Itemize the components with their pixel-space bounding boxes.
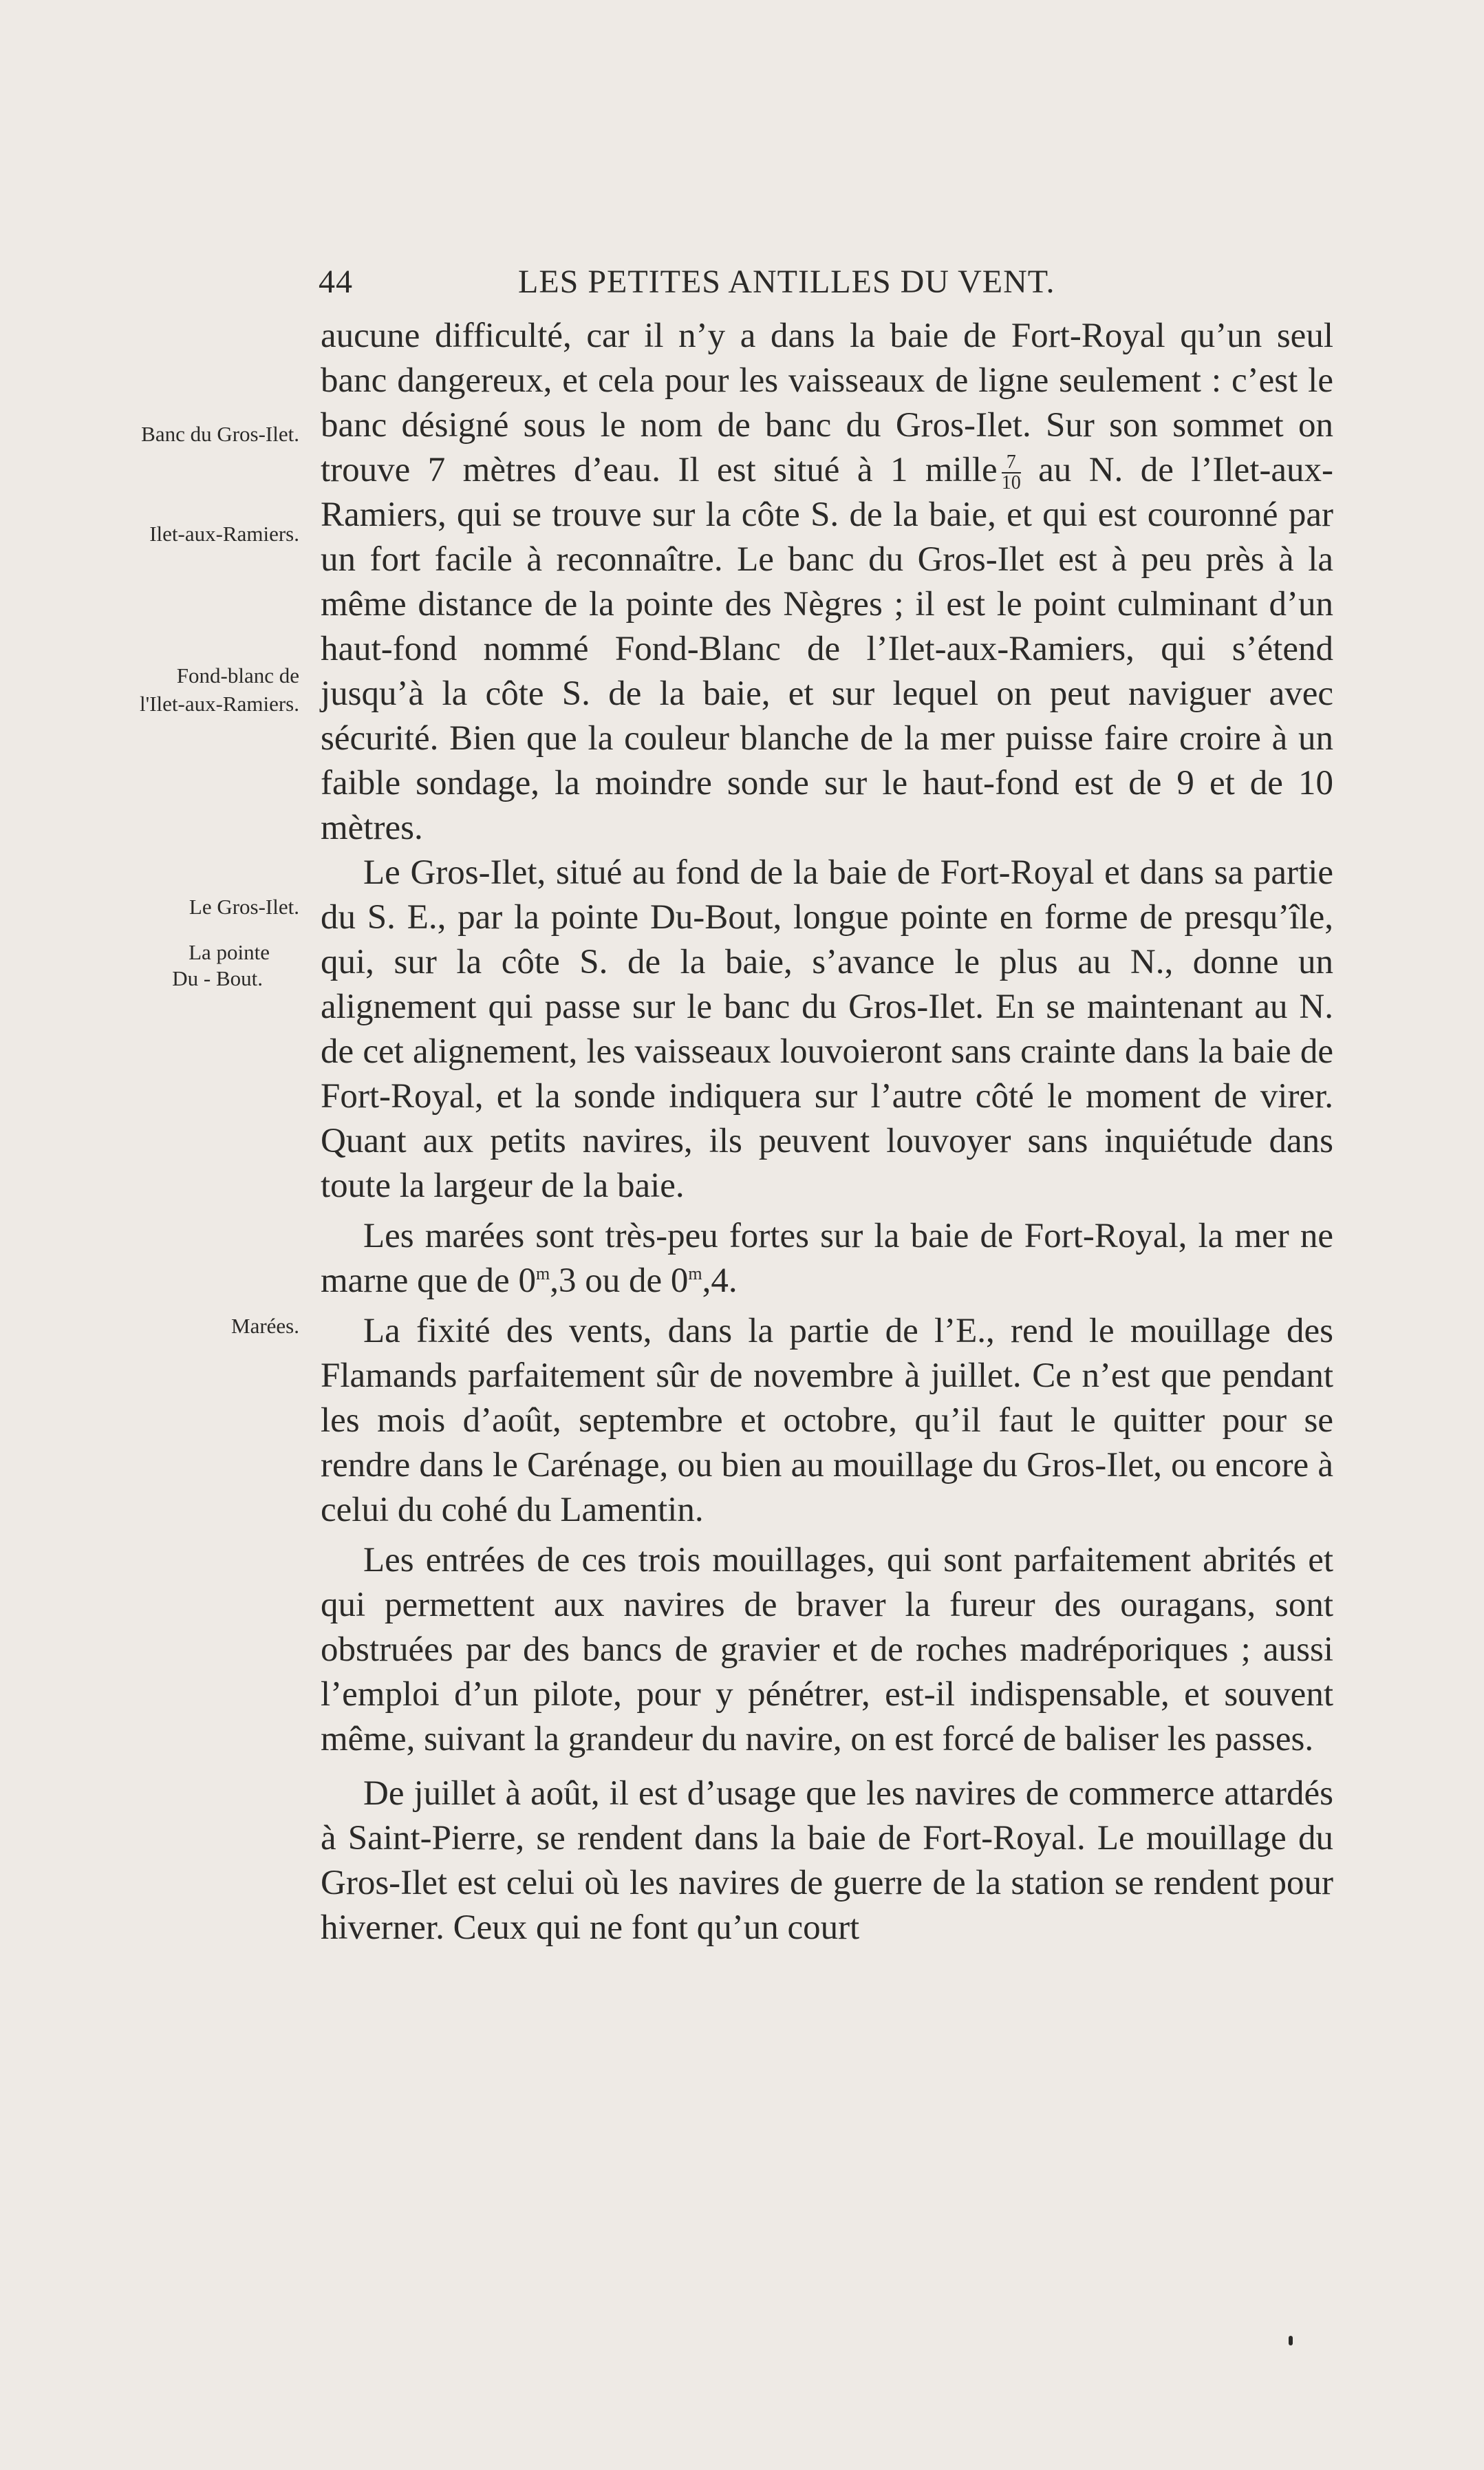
fraction: $\frac{7}{10}$ (1001, 451, 1021, 494)
paragraph-juillet: De juillet à août, il est d’usage que les navires de commerce attardés à Saint-Pierre, se rendent dans la baie de Fort-Royal. Le mouillage du Gros-Ilet est celui où les navires de guerre de la station se rendent pour hiverner. Ceux qui ne font qu’un court (321, 1774, 1333, 1948)
paragraph-marees: Les marées sont très-peu fortes sur la baie de Fort-Royal, la mer ne marne que de 0$^m$,3 ou de 0$^m$,4. (321, 1217, 1333, 1301)
margin-note-marees: Marées. (231, 1314, 299, 1338)
margin-note-la-pointe: La pointe (189, 940, 270, 964)
paragraph-fixite: La fixité des vents, dans la partie de l’E., rend le mouillage des Flamands parfaitement sûr de novembre à juillet. Ce n’est que pendant les mois d’août, septembre et octobre, qu’il faut le quitter pour se rendre dans le Carénage, ou bien au mouillage du Gros-Ilet, ou encore à celui du cohé du Lamentin. (321, 1312, 1333, 1530)
margin-note-du-bout: Du - Bout. (172, 966, 263, 990)
paragraph-entrees: Les entrées de ces trois mouillages, qui sont parfaitement abrités et qui permettent aux navires de braver la fureur des ouragans, sont obstruées par des bancs de gravier et de roches madréporiques ; aussi l’emploi d’un pilote, pour y pénétrer, est-il indispensable, et souvent même, suivant la grandeur du navire, on est forcé de baliser les passes. (321, 1541, 1333, 1759)
page-number: 44 (319, 264, 353, 300)
body-text (321, 314, 1333, 1950)
margin-note-le-gros-ilet: Le Gros-Ilet. (189, 895, 299, 919)
margin-note-banc-du-gros-ilet: Banc du Gros-Ilet. (141, 422, 299, 446)
ink-mark (1289, 2336, 1293, 2345)
margin-note-fond-blanc-cont: l'Ilet-aux-Ramiers. (140, 692, 299, 716)
paragraph-gros-ilet: Le Gros-Ilet, situé au fond de la baie de Fort-Royal et dans sa partie du S. E., par la pointe Du-Bout, longue pointe en forme de presqu’île, qui, sur la côte S. de la baie, s’avance le plus au N., donne un alignement qui passe sur le banc du Gros-Ilet. En se maintenant au N. de cet alignement, les vaisseaux louvoieront sans crainte dans la baie de Fort-Royal, et la sonde indiquera sur l’autre côté le moment de virer. Quant aux petits navires, ils peuvent louvoyer sans inquiétude dans toute la largeur de la baie. (321, 853, 1333, 1206)
margin-note-fond-blanc: Fond-blanc de (176, 663, 299, 688)
page-header (319, 255, 1128, 310)
margin-note-ilet-aux-ramiers: Ilet-aux-Ramiers. (149, 522, 299, 546)
paragraph-banc: aucune difficulté, car il n’y a dans la baie de Fort-Royal qu’un seul banc dangereux, et cela pour les vaisseaux de ligne seulement : c’est le banc désigné sous le nom de banc du Gros-Ilet. Sur son sommet on trouve 7 mètres d’eau. Il est situé à 1 mille $\frac{7}{10}$ au N. de l’Ilet-aux-Ramiers, qui se trouve sur la côte S. de la baie, et qui est couronné par un fort facile à reconnaître. Le banc du Gros-Ilet est à peu près à la même distance de la pointe des Nègres ; il est le point culminant d’un haut-fond nommé Fond-Blanc de l’Ilet-aux-Ramiers, qui s’étend jusqu’à la côte S. de la baie, et sur lequel on peut naviguer avec sécurité. Bien que la couleur blanche de la mer puisse faire croire à un faible sondage, la moindre sonde sur le haut-fond est de 9 et de 10 mètres. (321, 317, 1333, 848)
running-title: LES PETITES ANTILLES DU VENT. (518, 264, 1055, 300)
